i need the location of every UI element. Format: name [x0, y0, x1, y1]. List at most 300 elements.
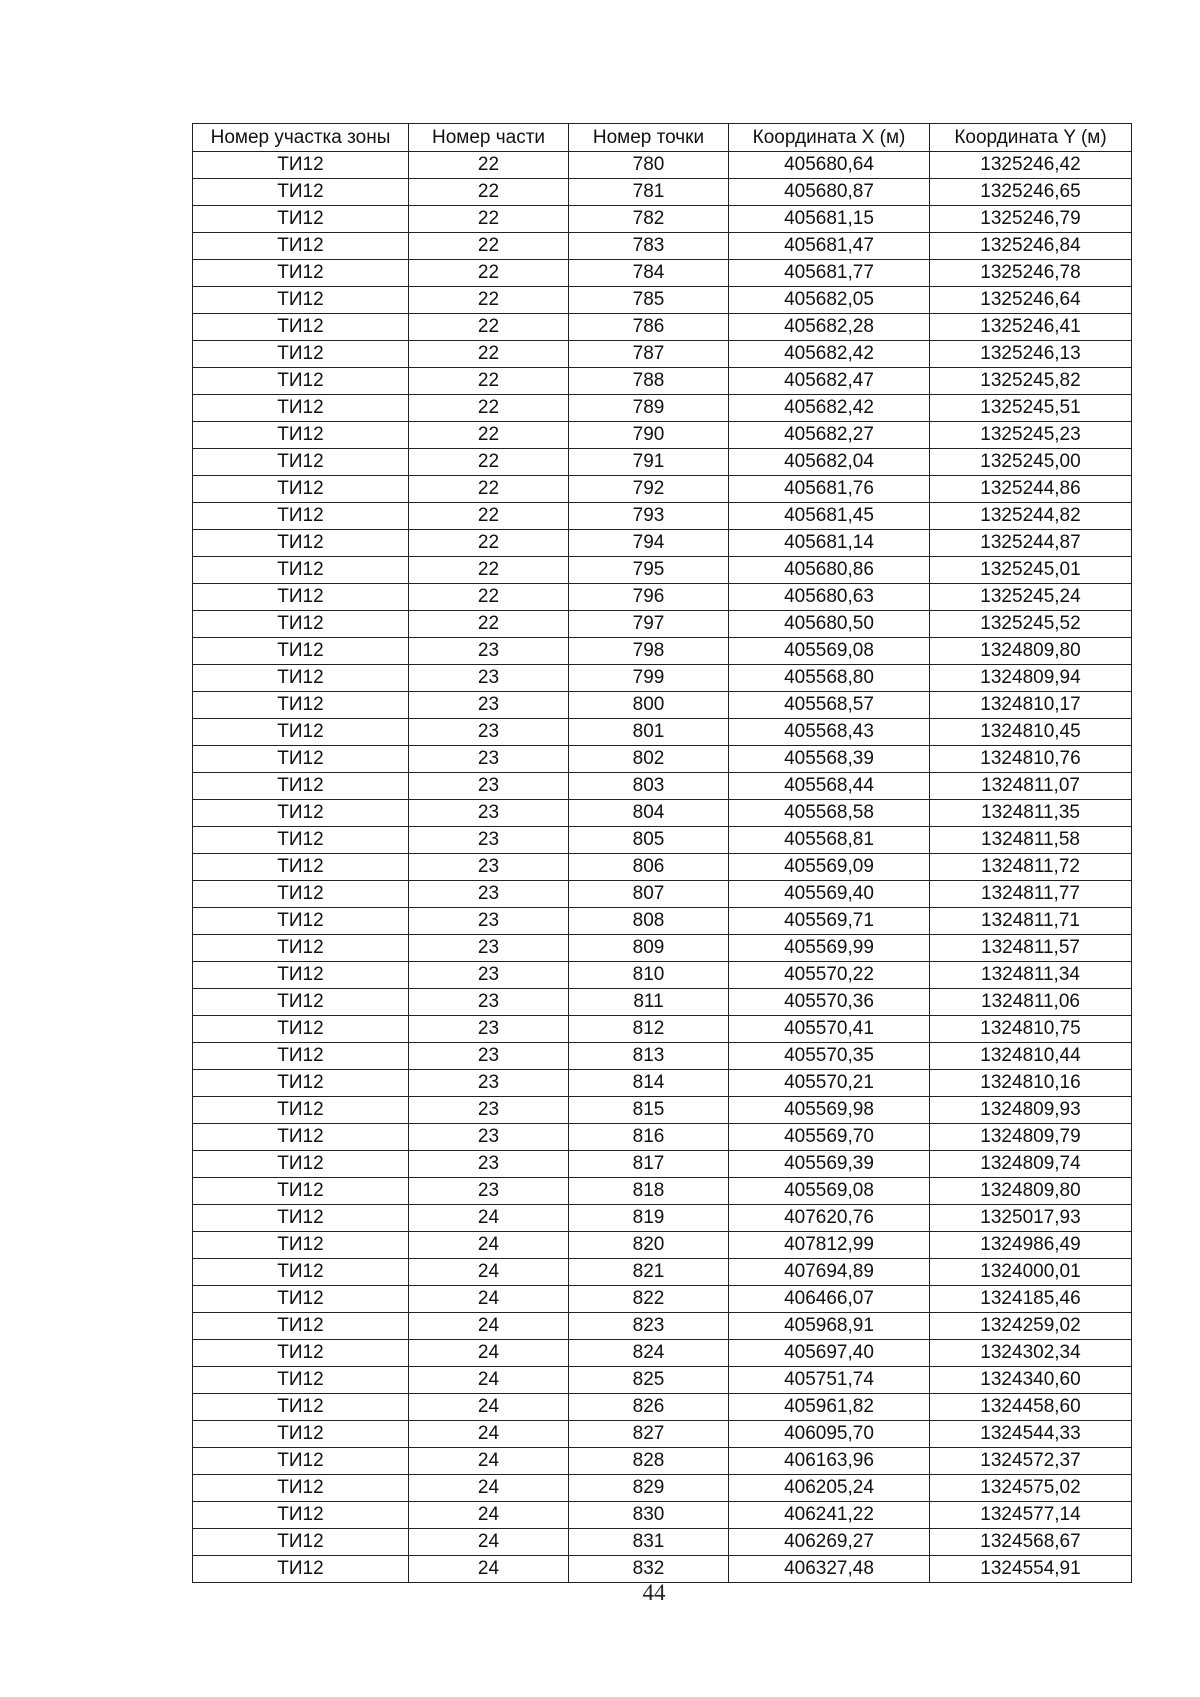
cell-point-number: 825 — [569, 1367, 729, 1394]
table-row — [193, 1259, 1132, 1286]
cell-zone-section: ТИ12 — [193, 1286, 409, 1313]
cell-part-number: 24 — [409, 1556, 569, 1583]
cell-point-number: 797 — [569, 611, 729, 638]
cell-zone-section: ТИ12 — [193, 1502, 409, 1529]
cell-coordinate-y: 1324809,93 — [930, 1097, 1132, 1124]
table-row — [193, 989, 1132, 1016]
cell-coordinate-y: 1324811,06 — [930, 989, 1132, 1016]
cell-coordinate-x: 407620,76 — [729, 1205, 930, 1232]
cell-part-number: 23 — [409, 1070, 569, 1097]
cell-coordinate-x: 406205,24 — [729, 1475, 930, 1502]
cell-part-number: 22 — [409, 395, 569, 422]
cell-coordinate-y: 1325246,64 — [930, 287, 1132, 314]
cell-coordinate-x: 405682,28 — [729, 314, 930, 341]
cell-part-number: 23 — [409, 908, 569, 935]
cell-coordinate-y: 1324809,80 — [930, 638, 1132, 665]
cell-part-number: 22 — [409, 584, 569, 611]
cell-coordinate-x: 405568,39 — [729, 746, 930, 773]
cell-zone-section: ТИ12 — [193, 368, 409, 395]
cell-part-number: 22 — [409, 233, 569, 260]
cell-coordinate-y: 1325246,42 — [930, 152, 1132, 179]
cell-zone-section: ТИ12 — [193, 341, 409, 368]
cell-coordinate-x: 405569,70 — [729, 1124, 930, 1151]
table-row — [193, 827, 1132, 854]
cell-point-number: 807 — [569, 881, 729, 908]
cell-coordinate-y: 1324340,60 — [930, 1367, 1132, 1394]
cell-coordinate-x: 405570,36 — [729, 989, 930, 1016]
cell-point-number: 830 — [569, 1502, 729, 1529]
table-row — [193, 1448, 1132, 1475]
header-point-number: Номер точки — [569, 124, 729, 152]
cell-part-number: 23 — [409, 989, 569, 1016]
cell-zone-section: ТИ12 — [193, 1232, 409, 1259]
cell-coordinate-y: 1325017,93 — [930, 1205, 1132, 1232]
cell-part-number: 22 — [409, 476, 569, 503]
table-row — [193, 665, 1132, 692]
cell-coordinate-y: 1324811,57 — [930, 935, 1132, 962]
table-row — [193, 1502, 1132, 1529]
cell-zone-section: ТИ12 — [193, 719, 409, 746]
cell-coordinate-y: 1325244,87 — [930, 530, 1132, 557]
cell-point-number: 799 — [569, 665, 729, 692]
cell-coordinate-x: 405681,14 — [729, 530, 930, 557]
cell-point-number: 780 — [569, 152, 729, 179]
cell-point-number: 791 — [569, 449, 729, 476]
cell-part-number: 23 — [409, 881, 569, 908]
cell-part-number: 23 — [409, 1043, 569, 1070]
cell-point-number: 811 — [569, 989, 729, 1016]
cell-part-number: 24 — [409, 1232, 569, 1259]
cell-point-number: 832 — [569, 1556, 729, 1583]
cell-zone-section: ТИ12 — [193, 989, 409, 1016]
cell-coordinate-x: 405681,47 — [729, 233, 930, 260]
cell-coordinate-x: 405681,76 — [729, 476, 930, 503]
cell-zone-section: ТИ12 — [193, 179, 409, 206]
cell-zone-section: ТИ12 — [193, 557, 409, 584]
table-row — [193, 800, 1132, 827]
table-row — [193, 1340, 1132, 1367]
cell-coordinate-y: 1324810,75 — [930, 1016, 1132, 1043]
table-row — [193, 746, 1132, 773]
cell-coordinate-y: 1325245,01 — [930, 557, 1132, 584]
cell-coordinate-y: 1325246,78 — [930, 260, 1132, 287]
cell-coordinate-y: 1324810,76 — [930, 746, 1132, 773]
cell-coordinate-x: 407694,89 — [729, 1259, 930, 1286]
cell-point-number: 814 — [569, 1070, 729, 1097]
cell-coordinate-x: 406095,70 — [729, 1421, 930, 1448]
cell-coordinate-y: 1324575,02 — [930, 1475, 1132, 1502]
cell-zone-section: ТИ12 — [193, 638, 409, 665]
page-number: 44 — [642, 1580, 666, 1605]
table-row — [193, 1097, 1132, 1124]
cell-coordinate-x: 405570,21 — [729, 1070, 930, 1097]
table-row — [193, 611, 1132, 638]
cell-coordinate-y: 1324809,94 — [930, 665, 1132, 692]
cell-point-number: 793 — [569, 503, 729, 530]
cell-coordinate-x: 405682,42 — [729, 341, 930, 368]
table-row — [193, 1367, 1132, 1394]
cell-point-number: 802 — [569, 746, 729, 773]
cell-coordinate-x: 405682,47 — [729, 368, 930, 395]
table-row — [193, 1232, 1132, 1259]
cell-coordinate-x: 405568,81 — [729, 827, 930, 854]
cell-coordinate-y: 1324000,01 — [930, 1259, 1132, 1286]
cell-coordinate-y: 1324572,37 — [930, 1448, 1132, 1475]
cell-zone-section: ТИ12 — [193, 962, 409, 989]
cell-zone-section: ТИ12 — [193, 665, 409, 692]
cell-coordinate-y: 1324568,67 — [930, 1529, 1132, 1556]
cell-coordinate-y: 1324811,77 — [930, 881, 1132, 908]
cell-coordinate-x: 405568,57 — [729, 692, 930, 719]
cell-coordinate-y: 1324810,44 — [930, 1043, 1132, 1070]
cell-part-number: 23 — [409, 665, 569, 692]
table-row — [193, 935, 1132, 962]
cell-part-number: 23 — [409, 962, 569, 989]
cell-zone-section: ТИ12 — [193, 152, 409, 179]
table-row — [193, 1313, 1132, 1340]
cell-coordinate-x: 406466,07 — [729, 1286, 930, 1313]
cell-coordinate-x: 406269,27 — [729, 1529, 930, 1556]
table-row — [193, 962, 1132, 989]
cell-coordinate-x: 405961,82 — [729, 1394, 930, 1421]
table-row — [193, 530, 1132, 557]
cell-part-number: 24 — [409, 1475, 569, 1502]
cell-coordinate-x: 405681,15 — [729, 206, 930, 233]
cell-zone-section: ТИ12 — [193, 1394, 409, 1421]
cell-part-number: 23 — [409, 1124, 569, 1151]
table-row — [193, 233, 1132, 260]
cell-zone-section: ТИ12 — [193, 584, 409, 611]
cell-point-number: 803 — [569, 773, 729, 800]
cell-zone-section: ТИ12 — [193, 233, 409, 260]
cell-coordinate-y: 1325246,84 — [930, 233, 1132, 260]
table-row — [193, 1178, 1132, 1205]
table-row — [193, 206, 1132, 233]
cell-part-number: 23 — [409, 854, 569, 881]
cell-part-number: 23 — [409, 773, 569, 800]
cell-coordinate-y: 1324811,71 — [930, 908, 1132, 935]
cell-coordinate-y: 1324810,45 — [930, 719, 1132, 746]
cell-part-number: 24 — [409, 1259, 569, 1286]
cell-coordinate-y: 1325245,82 — [930, 368, 1132, 395]
cell-point-number: 816 — [569, 1124, 729, 1151]
cell-coordinate-y: 1324302,34 — [930, 1340, 1132, 1367]
table-body — [193, 152, 1132, 1583]
cell-part-number: 23 — [409, 1097, 569, 1124]
cell-zone-section: ТИ12 — [193, 1313, 409, 1340]
cell-zone-section: ТИ12 — [193, 476, 409, 503]
cell-coordinate-y: 1324810,16 — [930, 1070, 1132, 1097]
cell-zone-section: ТИ12 — [193, 908, 409, 935]
cell-coordinate-x: 406163,96 — [729, 1448, 930, 1475]
cell-coordinate-x: 405680,63 — [729, 584, 930, 611]
cell-coordinate-x: 405568,43 — [729, 719, 930, 746]
cell-part-number: 22 — [409, 314, 569, 341]
table-row — [193, 1421, 1132, 1448]
cell-part-number: 23 — [409, 1016, 569, 1043]
cell-coordinate-x: 405682,05 — [729, 287, 930, 314]
table-row — [193, 395, 1132, 422]
cell-part-number: 23 — [409, 719, 569, 746]
cell-part-number: 22 — [409, 152, 569, 179]
cell-part-number: 22 — [409, 611, 569, 638]
cell-coordinate-y: 1325245,23 — [930, 422, 1132, 449]
cell-part-number: 23 — [409, 800, 569, 827]
cell-zone-section: ТИ12 — [193, 1205, 409, 1232]
cell-coordinate-x: 405568,80 — [729, 665, 930, 692]
cell-zone-section: ТИ12 — [193, 935, 409, 962]
cell-point-number: 798 — [569, 638, 729, 665]
cell-zone-section: ТИ12 — [193, 530, 409, 557]
cell-coordinate-x: 405682,42 — [729, 395, 930, 422]
cell-coordinate-x: 405569,99 — [729, 935, 930, 962]
cell-zone-section: ТИ12 — [193, 746, 409, 773]
table-row — [193, 368, 1132, 395]
cell-coordinate-x: 405682,27 — [729, 422, 930, 449]
cell-coordinate-x: 405568,58 — [729, 800, 930, 827]
table-row — [193, 881, 1132, 908]
table-row — [193, 314, 1132, 341]
cell-coordinate-x: 406241,22 — [729, 1502, 930, 1529]
cell-part-number: 23 — [409, 692, 569, 719]
cell-part-number: 24 — [409, 1286, 569, 1313]
cell-coordinate-y: 1325244,82 — [930, 503, 1132, 530]
cell-point-number: 787 — [569, 341, 729, 368]
cell-coordinate-x: 405569,09 — [729, 854, 930, 881]
table-row — [193, 1394, 1132, 1421]
cell-coordinate-y: 1324577,14 — [930, 1502, 1132, 1529]
cell-zone-section: ТИ12 — [193, 449, 409, 476]
cell-coordinate-x: 405682,04 — [729, 449, 930, 476]
cell-coordinate-y: 1324809,80 — [930, 1178, 1132, 1205]
cell-point-number: 813 — [569, 1043, 729, 1070]
cell-point-number: 781 — [569, 179, 729, 206]
header-coordinate-x: Координата X (м) — [729, 124, 930, 152]
table-row — [193, 638, 1132, 665]
header-part-number: Номер части — [409, 124, 569, 152]
cell-point-number: 812 — [569, 1016, 729, 1043]
cell-part-number: 24 — [409, 1529, 569, 1556]
cell-point-number: 800 — [569, 692, 729, 719]
cell-point-number: 818 — [569, 1178, 729, 1205]
cell-coordinate-x: 405680,50 — [729, 611, 930, 638]
cell-coordinate-x: 405570,41 — [729, 1016, 930, 1043]
table-row — [193, 1070, 1132, 1097]
coordinates-table — [192, 123, 1132, 1583]
cell-point-number: 815 — [569, 1097, 729, 1124]
cell-point-number: 782 — [569, 206, 729, 233]
cell-part-number: 24 — [409, 1313, 569, 1340]
cell-zone-section: ТИ12 — [193, 503, 409, 530]
header-zone-section: Номер участка зоны — [193, 124, 409, 152]
cell-point-number: 805 — [569, 827, 729, 854]
table-row — [193, 1475, 1132, 1502]
cell-point-number: 784 — [569, 260, 729, 287]
cell-part-number: 24 — [409, 1367, 569, 1394]
cell-coordinate-y: 1324458,60 — [930, 1394, 1132, 1421]
cell-coordinate-y: 1324809,74 — [930, 1151, 1132, 1178]
cell-point-number: 824 — [569, 1340, 729, 1367]
cell-coordinate-x: 405569,40 — [729, 881, 930, 908]
cell-point-number: 821 — [569, 1259, 729, 1286]
cell-part-number: 24 — [409, 1205, 569, 1232]
cell-point-number: 792 — [569, 476, 729, 503]
table-row — [193, 341, 1132, 368]
cell-coordinate-y: 1324185,46 — [930, 1286, 1132, 1313]
cell-part-number: 22 — [409, 368, 569, 395]
cell-zone-section: ТИ12 — [193, 692, 409, 719]
cell-point-number: 828 — [569, 1448, 729, 1475]
cell-coordinate-x: 405569,08 — [729, 1178, 930, 1205]
cell-zone-section: ТИ12 — [193, 422, 409, 449]
cell-coordinate-x: 405569,71 — [729, 908, 930, 935]
cell-coordinate-x: 405568,44 — [729, 773, 930, 800]
cell-coordinate-x: 405680,87 — [729, 179, 930, 206]
table-row — [193, 1529, 1132, 1556]
cell-coordinate-y: 1324811,07 — [930, 773, 1132, 800]
cell-part-number: 22 — [409, 287, 569, 314]
cell-zone-section: ТИ12 — [193, 287, 409, 314]
cell-zone-section: ТИ12 — [193, 1367, 409, 1394]
cell-coordinate-x: 406327,48 — [729, 1556, 930, 1583]
cell-point-number: 826 — [569, 1394, 729, 1421]
cell-coordinate-x: 405570,22 — [729, 962, 930, 989]
table-row — [193, 287, 1132, 314]
cell-coordinate-y: 1324811,58 — [930, 827, 1132, 854]
header-coordinate-y: Координата Y (м) — [930, 124, 1132, 152]
cell-coordinate-x: 405968,91 — [729, 1313, 930, 1340]
cell-coordinate-x: 405681,77 — [729, 260, 930, 287]
cell-point-number: 819 — [569, 1205, 729, 1232]
cell-point-number: 829 — [569, 1475, 729, 1502]
cell-part-number: 22 — [409, 530, 569, 557]
cell-point-number: 804 — [569, 800, 729, 827]
table-row — [193, 422, 1132, 449]
cell-point-number: 810 — [569, 962, 729, 989]
cell-zone-section: ТИ12 — [193, 1421, 409, 1448]
cell-part-number: 23 — [409, 638, 569, 665]
table-row — [193, 692, 1132, 719]
cell-coordinate-y: 1325246,79 — [930, 206, 1132, 233]
cell-part-number: 22 — [409, 179, 569, 206]
table-row — [193, 1205, 1132, 1232]
table-row — [193, 1124, 1132, 1151]
cell-zone-section: ТИ12 — [193, 1529, 409, 1556]
cell-point-number: 794 — [569, 530, 729, 557]
cell-point-number: 785 — [569, 287, 729, 314]
cell-part-number: 24 — [409, 1502, 569, 1529]
cell-point-number: 827 — [569, 1421, 729, 1448]
table-header-row — [193, 124, 1132, 152]
cell-coordinate-y: 1324544,33 — [930, 1421, 1132, 1448]
cell-part-number: 23 — [409, 827, 569, 854]
cell-part-number: 22 — [409, 449, 569, 476]
table-row — [193, 449, 1132, 476]
cell-zone-section: ТИ12 — [193, 1016, 409, 1043]
cell-coordinate-x: 405681,45 — [729, 503, 930, 530]
cell-coordinate-y: 1325245,24 — [930, 584, 1132, 611]
cell-part-number: 23 — [409, 935, 569, 962]
cell-coordinate-y: 1325246,65 — [930, 179, 1132, 206]
cell-coordinate-y: 1325245,51 — [930, 395, 1132, 422]
table-row — [193, 152, 1132, 179]
cell-part-number: 24 — [409, 1448, 569, 1475]
table-row — [193, 908, 1132, 935]
cell-coordinate-x: 405569,39 — [729, 1151, 930, 1178]
cell-part-number: 23 — [409, 1178, 569, 1205]
table-row — [193, 1043, 1132, 1070]
cell-point-number: 822 — [569, 1286, 729, 1313]
cell-zone-section: ТИ12 — [193, 1475, 409, 1502]
cell-coordinate-y: 1324811,35 — [930, 800, 1132, 827]
cell-coordinate-y: 1325245,00 — [930, 449, 1132, 476]
cell-zone-section: ТИ12 — [193, 206, 409, 233]
table-row — [193, 854, 1132, 881]
cell-point-number: 823 — [569, 1313, 729, 1340]
cell-coordinate-y: 1324811,72 — [930, 854, 1132, 881]
cell-zone-section: ТИ12 — [193, 854, 409, 881]
cell-coordinate-x: 407812,99 — [729, 1232, 930, 1259]
cell-zone-section: ТИ12 — [193, 1070, 409, 1097]
cell-coordinate-y: 1325245,52 — [930, 611, 1132, 638]
cell-coordinate-y: 1324986,49 — [930, 1232, 1132, 1259]
cell-zone-section: ТИ12 — [193, 1097, 409, 1124]
cell-coordinate-x: 405680,86 — [729, 557, 930, 584]
cell-part-number: 22 — [409, 422, 569, 449]
table-row — [193, 1556, 1132, 1583]
cell-zone-section: ТИ12 — [193, 800, 409, 827]
cell-point-number: 808 — [569, 908, 729, 935]
cell-part-number: 22 — [409, 503, 569, 530]
cell-part-number: 22 — [409, 206, 569, 233]
cell-point-number: 806 — [569, 854, 729, 881]
cell-zone-section: ТИ12 — [193, 1448, 409, 1475]
cell-zone-section: ТИ12 — [193, 881, 409, 908]
cell-zone-section: ТИ12 — [193, 611, 409, 638]
cell-coordinate-y: 1324259,02 — [930, 1313, 1132, 1340]
cell-coordinate-y: 1324809,79 — [930, 1124, 1132, 1151]
cell-zone-section: ТИ12 — [193, 1151, 409, 1178]
table-row — [193, 1151, 1132, 1178]
cell-point-number: 783 — [569, 233, 729, 260]
cell-zone-section: ТИ12 — [193, 1124, 409, 1151]
cell-zone-section: ТИ12 — [193, 1340, 409, 1367]
cell-coordinate-x: 405697,40 — [729, 1340, 930, 1367]
cell-point-number: 789 — [569, 395, 729, 422]
cell-point-number: 817 — [569, 1151, 729, 1178]
table-row — [193, 260, 1132, 287]
cell-part-number: 24 — [409, 1340, 569, 1367]
cell-coordinate-y: 1325244,86 — [930, 476, 1132, 503]
cell-zone-section: ТИ12 — [193, 260, 409, 287]
table-row — [193, 773, 1132, 800]
cell-part-number: 22 — [409, 341, 569, 368]
cell-point-number: 790 — [569, 422, 729, 449]
cell-coordinate-y: 1324554,91 — [930, 1556, 1132, 1583]
cell-zone-section: ТИ12 — [193, 1043, 409, 1070]
cell-zone-section: ТИ12 — [193, 827, 409, 854]
cell-part-number: 24 — [409, 1421, 569, 1448]
table-row — [193, 584, 1132, 611]
cell-coordinate-y: 1324811,34 — [930, 962, 1132, 989]
cell-point-number: 788 — [569, 368, 729, 395]
cell-coordinate-x: 405570,35 — [729, 1043, 930, 1070]
cell-part-number: 23 — [409, 1151, 569, 1178]
table-row — [193, 1016, 1132, 1043]
cell-coordinate-x: 405680,64 — [729, 152, 930, 179]
table-row — [193, 179, 1132, 206]
table-row — [193, 557, 1132, 584]
